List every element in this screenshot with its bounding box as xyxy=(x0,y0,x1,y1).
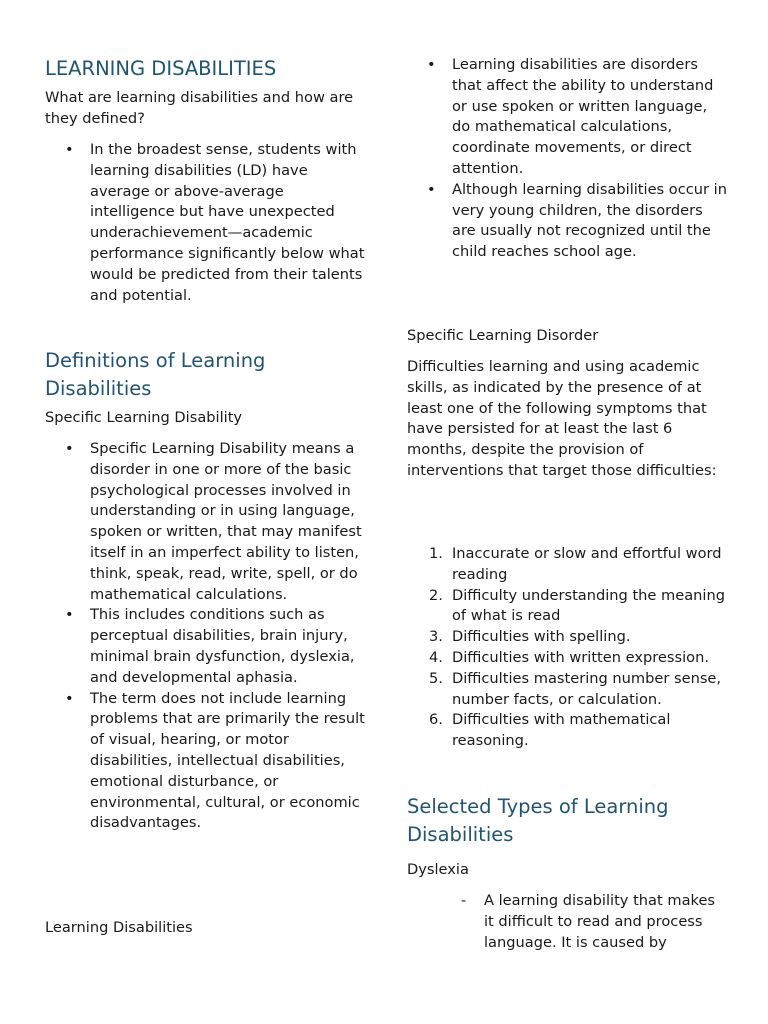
bullet-marker: • xyxy=(427,56,436,73)
list-item-text: Although learning disabilities occur in very young children, the disorders are usually not recognized until the child reaches school age. xyxy=(452,180,727,261)
list-item xyxy=(407,55,729,180)
list-item xyxy=(407,544,729,586)
list-item xyxy=(45,439,365,605)
dyslexia-dash-list xyxy=(407,891,729,953)
intro-question: What are learning disabilities and how are they defined? xyxy=(45,89,354,127)
disorder-subheading: Specific Learning Disorder xyxy=(407,327,599,344)
list-item xyxy=(407,586,729,628)
list-item-text: Difficulties with written expression. xyxy=(452,648,709,666)
list-item xyxy=(407,627,729,648)
list-item xyxy=(45,605,365,688)
list-item-text: In the broadest sense, students with learning disabilities (LD) have average or above-average intelligence but have unexpected underachievement—academic performance significantly below what would be predicted from their talents and potential. xyxy=(90,141,365,304)
number-marker: 5. xyxy=(429,669,443,687)
overview-bullet-list xyxy=(407,55,729,263)
list-item-text: Specific Learning Disability means a disorder in one or more of the basic psychological processes involved in understanding or in using language, spoken or written, that may manifest itself in an imperfect ability to listen, think, speak, read, write, spell, or do mathematical calculations. xyxy=(90,440,362,603)
bullet-marker: • xyxy=(65,606,74,624)
list-item-text: Learning disabilities are disorders that affect the ability to understand or use spoken or written language, do mathematical calculations, coordinate movements, or direct attention. xyxy=(452,56,714,177)
definitions-bullet-list xyxy=(45,439,365,834)
list-item-text: This includes conditions such as perceptual disabilities, brain injury, minimal brain dysfunction, dyslexia, and developmental aphasia. xyxy=(90,606,355,686)
list-item xyxy=(407,710,729,752)
list-item-text: A learning disability that makes it difficult to read and process language. It is caused by xyxy=(484,892,716,951)
types-heading: Selected Types of Learning Disabilities xyxy=(407,795,669,846)
list-item xyxy=(407,648,729,669)
list-item-text: Difficulties with spelling. xyxy=(452,628,631,646)
list-item-text: Difficulty understanding the meaning of what is read xyxy=(452,586,725,625)
definitions-heading: Definitions of Learning Disabilities xyxy=(45,349,266,400)
number-marker: 6. xyxy=(429,711,443,729)
number-marker: 4. xyxy=(429,648,443,666)
dash-marker: - xyxy=(461,892,467,909)
bullet-marker: • xyxy=(65,689,74,707)
list-item xyxy=(407,669,729,711)
type-name-dyslexia: Dyslexia xyxy=(407,861,469,878)
symptoms-numbered-list xyxy=(407,544,729,752)
intro-bullet-list xyxy=(45,140,365,306)
bullet-marker: • xyxy=(65,141,74,158)
bullet-marker: • xyxy=(427,180,436,198)
disorder-paragraph: Difficulties learning and using academic skills, as indicated by the presence of at least one of the following symptoms that have persisted for at least the last 6 months, despite the provision of interventions that target those difficulties: xyxy=(407,358,717,479)
list-item-text: Difficulties with mathematical reasoning. xyxy=(452,711,671,750)
list-item-text: Inaccurate or slow and effortful word reading xyxy=(452,545,722,583)
list-item xyxy=(45,689,365,835)
list-item-text: Difficulties mastering number sense, number facts, or calculation. xyxy=(452,669,722,708)
footer-label: Learning Disabilities xyxy=(45,919,193,936)
number-marker: 2. xyxy=(429,586,443,604)
definitions-subheading: Specific Learning Disability xyxy=(45,409,243,426)
list-item-text: The term does not include learning problems that are primarily the result of visual, hearing, or motor disabilities, intellectual disabilities, emotional disturbance, or environmental, cultural, or economic disadvantages. xyxy=(90,689,365,832)
bullet-marker: • xyxy=(65,440,74,457)
number-marker: 3. xyxy=(429,628,443,646)
list-item xyxy=(407,891,729,953)
page-title: LEARNING DISABILITIES xyxy=(45,57,277,80)
number-marker: 1. xyxy=(429,545,443,562)
list-item xyxy=(407,180,729,263)
list-item xyxy=(45,140,365,306)
